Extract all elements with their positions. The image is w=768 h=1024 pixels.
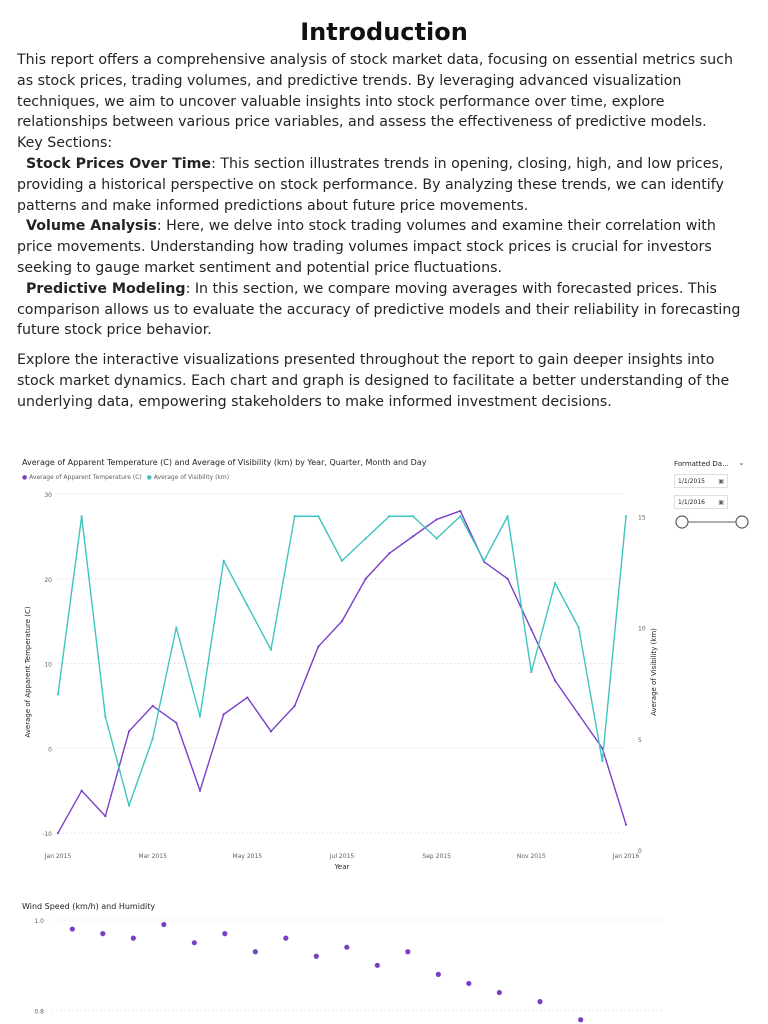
scatter-point: [466, 981, 471, 986]
scatter-point: [222, 931, 227, 936]
legend-temperature: Average of Apparent Temperature (C): [29, 474, 142, 481]
section-stock-prices: [17, 154, 753, 216]
intro-paragraph: This report offers a comprehensive analysis of stock market data, focusing on essential metrics such as stock prices, trading volumes, and predictive trends. By leveraging advanced visualization techniques, we aim to uncover valuable insights into stock performance over time, explore relationships between various price variables, and assess the effectiveness of predictive models.: [17, 52, 733, 131]
visibility-point: [365, 537, 367, 539]
calendar-icon[interactable]: ▣: [718, 478, 724, 485]
x-tick-label: Mar 2015: [138, 853, 167, 860]
section-predictive-modeling: [17, 279, 753, 341]
visibility-point: [175, 626, 177, 628]
visibility-point: [341, 560, 343, 562]
visibility-point: [104, 715, 106, 717]
chart-title: Wind Speed (km/h) and Humidity: [22, 902, 156, 911]
scatter-point: [70, 926, 75, 931]
visibility-point: [317, 515, 319, 517]
start-date-value: 1/1/2015: [678, 478, 705, 485]
visibility-point: [223, 560, 225, 562]
date-range-slider[interactable]: [672, 514, 758, 534]
scatter-point: [131, 936, 136, 941]
y2-tick-label: 15: [638, 514, 646, 522]
scatter-point: [100, 931, 105, 936]
visibility-point: [199, 715, 201, 717]
visibility-point: [483, 560, 485, 562]
x-axis-label: Year: [334, 863, 350, 871]
end-date-value: 1/1/2016: [678, 499, 705, 506]
temperature-point: [317, 645, 319, 647]
section-text: : This section illustrates trends in opening, closing, high, and low prices, providing a historical perspective on stock performance. By analyzing these trends, we can identify patterns and make informed predictions about future price movements.: [17, 155, 724, 214]
y2-tick-label: 5: [638, 736, 642, 744]
scatter-point: [314, 954, 319, 959]
temperature-point: [57, 832, 59, 834]
section-volume-analysis: [17, 216, 753, 278]
visibility-point: [270, 649, 272, 651]
visibility-point: [601, 760, 603, 762]
end-date-input[interactable]: [674, 495, 728, 509]
temperature-visibility-chart[interactable]: [14, 452, 664, 882]
temperature-point: [436, 518, 438, 520]
range-start-handle[interactable]: [676, 516, 688, 528]
y2-tick-label: 0: [638, 848, 642, 855]
y-tick-label: -10: [42, 831, 52, 839]
temperature-point: [412, 535, 414, 537]
visibility-point: [246, 604, 248, 606]
temperature-point: [152, 705, 154, 707]
calendar-icon[interactable]: ▣: [718, 499, 724, 506]
visibility-point: [459, 515, 461, 517]
line-chart-svg[interactable]: [14, 452, 664, 882]
wind-humidity-chart[interactable]: [14, 896, 664, 1024]
temperature-point: [246, 696, 248, 698]
visibility-point: [57, 693, 59, 695]
key-sections-label: Key Sections:: [17, 135, 113, 152]
temperature-point: [294, 705, 296, 707]
introduction-body: [17, 50, 753, 413]
legend-visibility: Average of Visibility (km): [153, 474, 230, 481]
temperature-point: [223, 713, 225, 715]
x-tick-label: Jan 2015: [44, 853, 72, 860]
temperature-point: [128, 730, 130, 732]
scatter-point: [578, 1017, 583, 1022]
temperature-point: [104, 815, 106, 817]
y-tick-label: 30: [44, 492, 52, 499]
temperature-point: [388, 552, 390, 554]
scatter-chart-svg[interactable]: [14, 896, 664, 1024]
temperature-point: [199, 790, 201, 792]
x-tick-label: Sep 2015: [422, 853, 451, 860]
visibility-point: [578, 626, 580, 628]
series-line-visibility: [58, 516, 626, 805]
chevron-down-icon[interactable]: ⌄: [738, 458, 745, 467]
visibility-point: [294, 515, 296, 517]
section-heading: Volume Analysis: [26, 218, 157, 235]
x-tick-label: Jan 2016: [612, 853, 640, 860]
temperature-point: [459, 510, 461, 512]
closing-paragraph: Explore the interactive visualizations presented throughout the report to gain deeper insights into stock market dynamics. Each chart and graph is designed to facilitate a better understanding of the underlying data, empowering stakeholders to make informed investment decisions.: [17, 352, 730, 410]
visibility-point: [128, 804, 130, 806]
y-tick-label: 10: [44, 661, 52, 669]
temperature-point: [625, 823, 627, 825]
visibility-point: [507, 515, 509, 517]
scatter-point: [436, 972, 441, 977]
y-tick-label: 0: [48, 746, 52, 754]
scatter-point: [161, 922, 166, 927]
x-tick-label: May 2015: [232, 853, 263, 860]
scatter-point: [375, 963, 380, 968]
visibility-point: [388, 515, 390, 517]
temperature-point: [578, 713, 580, 715]
chart-legend[interactable]: ● Average of Apparent Temperature (C) ● Average of Visibility (km): [22, 474, 230, 481]
range-end-handle[interactable]: [736, 516, 748, 528]
y2-tick-label: 10: [638, 625, 646, 633]
scatter-point: [405, 949, 410, 954]
temperature-point: [175, 722, 177, 724]
temperature-point: [81, 790, 83, 792]
x-tick-label: Nov 2015: [516, 853, 546, 860]
y-axis-label: Average of Apparent Temperature (C): [24, 606, 32, 738]
temperature-point: [507, 578, 509, 580]
visibility-point: [81, 515, 83, 517]
scatter-point: [253, 949, 258, 954]
slicer-label: Formatted Da...: [674, 460, 729, 468]
scatter-point: [192, 940, 197, 945]
section-text: : Here, we delve into stock trading volumes and examine their correlation with price movements. Understanding how trading volumes impact stock prices is crucial for investors seeking to gauge market sentiment and potential price fluctuations.: [17, 218, 716, 276]
date-slicer[interactable]: [672, 456, 758, 536]
visibility-point: [530, 671, 532, 673]
y-tick-label: 20: [44, 576, 52, 584]
y2-axis-label: Average of Visibility (km): [650, 628, 658, 716]
scatter-point: [497, 990, 502, 995]
temperature-point: [341, 620, 343, 622]
y-tick-label: 1.0: [34, 918, 44, 925]
scatter-point: [283, 936, 288, 941]
visibility-point: [436, 537, 438, 539]
temperature-point: [270, 730, 272, 732]
page-title: Introduction: [300, 18, 468, 46]
section-text: : In this section, we compare moving averages with forecasted prices. This comparison allows us to evaluate the accuracy of predictive models and their reliability in forecasting future stock price behavior.: [17, 280, 741, 339]
scatter-point: [344, 945, 349, 950]
visibility-point: [554, 582, 556, 584]
temperature-point: [530, 629, 532, 631]
scatter-point: [537, 999, 542, 1004]
y-tick-label: 0.8: [34, 1008, 44, 1016]
chart-title: Average of Apparent Temperature (C) and Average of Visibility (km) by Year, Quarter, Month and Day: [22, 458, 427, 467]
temperature-point: [365, 578, 367, 580]
start-date-input[interactable]: [674, 474, 728, 488]
temperature-point: [554, 679, 556, 681]
section-heading: Stock Prices Over Time: [26, 155, 212, 172]
visibility-point: [152, 738, 154, 740]
visibility-point: [625, 515, 627, 517]
x-tick-label: Jul 2015: [329, 853, 355, 860]
visibility-point: [412, 515, 414, 517]
section-heading: Predictive Modeling: [26, 280, 186, 297]
